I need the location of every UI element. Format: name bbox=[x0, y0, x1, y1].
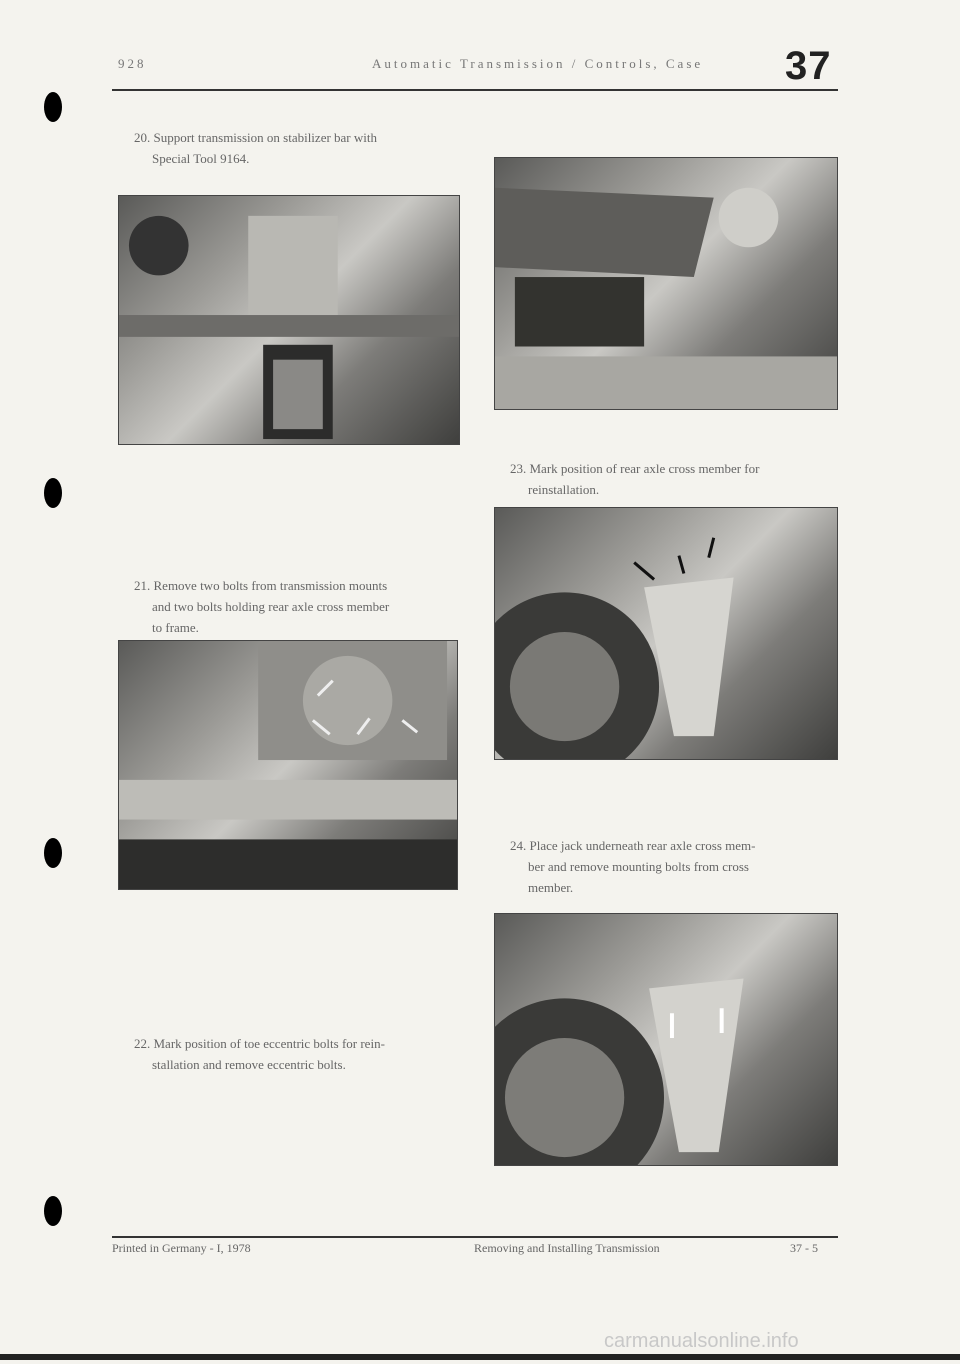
header-rule bbox=[112, 89, 838, 91]
step-text: 22. Mark position of toe eccentric bolts for rein- bbox=[134, 1036, 385, 1051]
step-23 bbox=[510, 458, 840, 500]
photo-cross-member-bolts bbox=[494, 913, 838, 1166]
page-number: 37 - 5 bbox=[790, 1241, 818, 1255]
photo-cross-member-marks bbox=[494, 507, 838, 760]
step-text: 20. Support transmission on stabilizer bar with bbox=[134, 130, 378, 145]
step-text: ber and remove mounting bolts from cross bbox=[528, 859, 749, 874]
binder-hole bbox=[44, 478, 62, 508]
step-text: Special Tool 9164. bbox=[152, 151, 250, 166]
photo-transmission-underside bbox=[118, 195, 460, 445]
footer-topic: Removing and Installing Transmission bbox=[474, 1241, 660, 1255]
model-number: 928 bbox=[118, 56, 147, 71]
photo-rear-axle-boot bbox=[494, 157, 838, 410]
step-text: 23. Mark position of rear axle cross member for bbox=[510, 461, 760, 476]
step-text: stallation and remove eccentric bolts. bbox=[152, 1057, 346, 1072]
step-text: to frame. bbox=[152, 620, 199, 635]
chapter-title: Automatic Transmission / Controls, Case bbox=[372, 56, 704, 71]
step-text: reinstallation. bbox=[528, 482, 600, 497]
step-text: 24. Place jack underneath rear axle cross mem- bbox=[510, 838, 756, 853]
footer-rule bbox=[112, 1236, 838, 1238]
step-21 bbox=[134, 575, 464, 638]
step-text: and two bolts holding rear axle cross member bbox=[152, 599, 390, 614]
section-number: 37 bbox=[785, 44, 832, 88]
binder-hole bbox=[44, 838, 62, 868]
binder-hole bbox=[44, 1196, 62, 1226]
bottom-bar bbox=[0, 1354, 960, 1360]
step-22 bbox=[134, 1033, 464, 1075]
step-text: member. bbox=[528, 880, 574, 895]
binder-hole bbox=[44, 92, 62, 122]
print-info: Printed in Germany - I, 1978 bbox=[112, 1241, 251, 1255]
step-24 bbox=[510, 835, 840, 898]
watermark: carmanualsonline.info bbox=[604, 1330, 799, 1352]
step-text: 21. Remove two bolts from transmission mounts bbox=[134, 578, 388, 593]
step-20 bbox=[134, 127, 464, 169]
photo-transmission-mounts bbox=[118, 640, 458, 890]
